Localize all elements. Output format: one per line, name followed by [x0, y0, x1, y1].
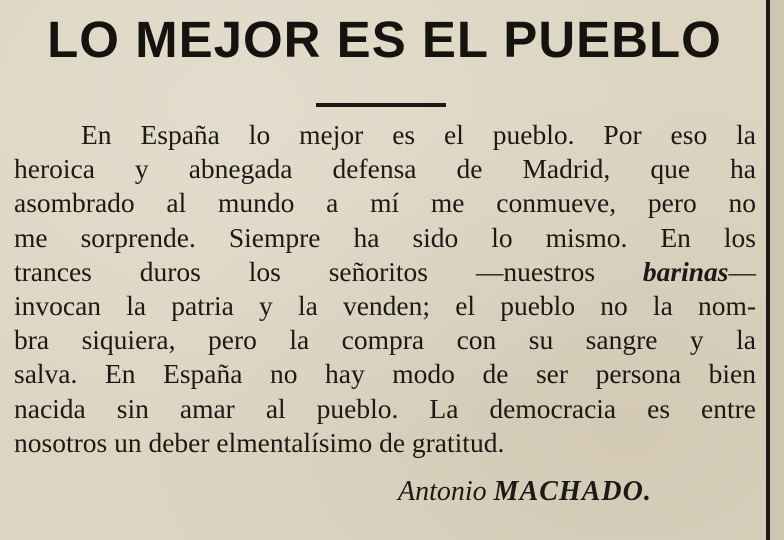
- author-surname: MACHADO.: [493, 476, 652, 507]
- article-headline: LO MEJOR ES EL PUEBLO: [47, 11, 722, 68]
- italic-term: barinas: [642, 255, 729, 287]
- body-line: bra siquiera, pero la compra con su sangre y la: [14, 324, 756, 356]
- author-signature: [398, 474, 652, 510]
- article-body: [14, 118, 756, 460]
- body-line: salva. En España no hay modo de ser persona bien: [14, 358, 756, 390]
- body-line: nosotros un deber elmentalísimo de gratitud.: [14, 426, 505, 458]
- body-line: En España lo mejor es el pueblo. Por eso la: [81, 119, 756, 150]
- body-line: me sorprende. Siempre ha sido lo mismo. En los: [14, 221, 756, 253]
- author-first-name: Antonio: [398, 476, 487, 507]
- body-line: heroica y abnegada defensa de Madrid, que ha: [14, 153, 756, 185]
- body-line: [14, 255, 756, 289]
- body-line-text: trances duros los señoritos —nuestros: [14, 255, 643, 287]
- adjacent-column-edge: [770, 0, 784, 540]
- headline-divider: [316, 103, 446, 107]
- body-line-dash: —: [728, 255, 756, 287]
- body-line: asombrado al mundo a mí me conmueve, pero no: [14, 187, 756, 219]
- body-line: nacida sin amar al pueblo. La democracia es entre: [14, 392, 756, 424]
- body-line: invocan la patria y la venden; el pueblo no la nom-: [14, 290, 756, 322]
